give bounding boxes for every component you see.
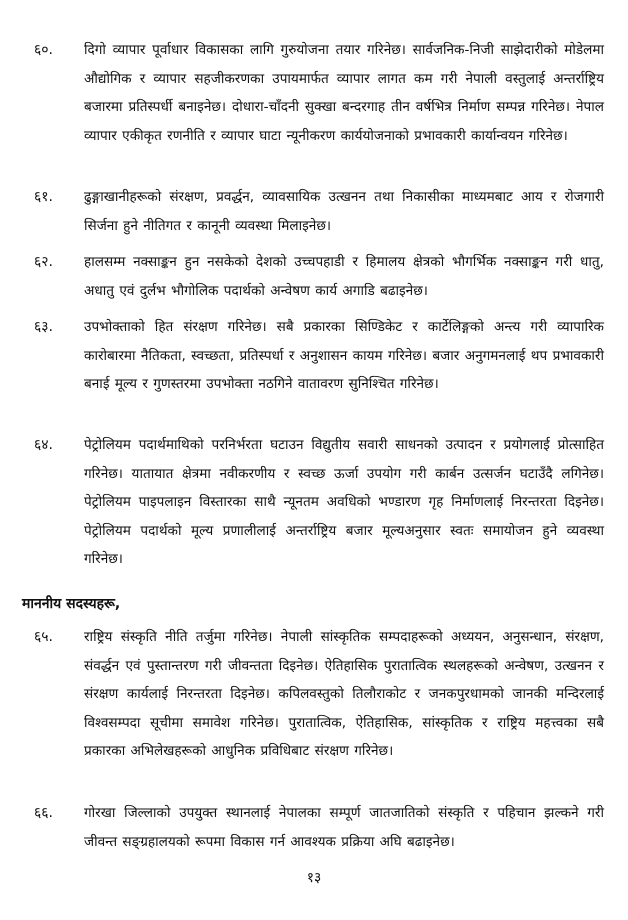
paragraph-60 [34,36,604,150]
paragraph-number: ६२. [34,254,54,270]
paragraph-62 [34,248,604,305]
paragraph-66 [34,799,604,856]
paragraph-text: हालसम्म नक्साङ्कन हुन नसकेको देशको उच्चपहाडी र हिमालय क्षेत्रको भौगर्भिक नक्साङ्कन गरी धातु, अधातु एवं दुर्लभ भौगोलिक पदार्थको अन्वेषण कार्य अगाडि बढाइनेछ। [84,254,604,299]
paragraph-text: ढुङ्गाखानीहरूको संरक्षण, प्रवर्द्धन, व्यावसायिक उत्खनन तथा निकासीका माध्यमबाट आय र रोजगारी सिर्जना हुने नीतिगत र कानूनी व्यवस्था मिलाइनेछ। [84,189,604,234]
paragraph-number: ६५. [34,629,54,645]
paragraph-61 [34,183,604,240]
paragraph-text: उपभोक्ताको हित संरक्षण गरिनेछ। सबै प्रकारका सिण्डिकेट र कार्टेलिङ्गको अन्त्य गरी व्यापारिक कारोबारमा नैतिकता, स्वच्छता, प्रतिस्पर्धा र अनुशासन कायम गरिनेछ। बजार अनुगमनलाई थप प्रभावकारी बनाई मूल्य र गुणस्तरमा उपभोक्ता नठगिने वातावरण सुनिश्चित गरिनेछ। [84,319,604,393]
page-number: १३ [306,870,322,886]
paragraph-text: गोरखा जिल्लाको उपयुक्त स्थानलाई नेपालका सम्पूर्ण जातजातिको संस्कृति र पहिचान झल्कने गरी जीवन्त सङ्ग्रहालयको रूपमा विकास गर्न आवश्यक प्रक्रिया अघि बढाइनेछ। [84,805,604,850]
paragraph-63 [34,313,604,399]
paragraph-text: पेट्रोलियम पदार्थमाथिको परनिर्भरता घटाउन विद्युतीय सवारी साधनको उत्पादन र प्रयोगलाई प्रोत्साहित गरिनेछ। यातायात क्षेत्रमा नवीकरणीय र स्वच्छ ऊर्जा उपयोग गरी कार्बन उत्सर्जन घटाउँदै लगिनेछ। पेट्रोलियम पाइपलाइन विस्तारका साथै न्यूनतम अवधिको भण्डारण गृह निर्माणलाई निरन्तरता दिइनेछ। पेट्रोलियम पदार्थको मूल्य प्रणालीलाई अन्तर्राष्ट्रिय बजार मूल्यअनुसार स्वतः समायोजन हुने व्यवस्था गरिनेछ। [84,437,604,568]
paragraph-number: ६०. [34,42,54,58]
paragraph-number: ६६. [34,805,54,821]
paragraph-64 [34,431,604,574]
paragraph-number: ६१. [34,189,54,205]
paragraph-number: ६३. [34,319,54,335]
paragraph-text: दिगो व्यापार पूर्वाधार विकासका लागि गुरुयोजना तयार गरिनेछ। सार्वजनिक-निजी साझेदारीको मोडेलमा औद्योगिक र व्यापार सहजीकरणका उपायमार्फत व्यापार लागत कम गरी नेपाली वस्तुलाई अन्तर्राष्ट्रिय बजारमा प्रतिस्पर्धी बनाइनेछ। दोधारा-चाँदनी सुक्खा बन्दरगाह तीन वर्षभित्र निर्माण सम्पन्न गरिनेछ। नेपाल व्यापार एकीकृत रणनीति र व्यापार घाटा न्यूनीकरण कार्ययोजनाको प्रभावकारी कार्यान्वयन गरिनेछ। [84,42,604,144]
section-heading: माननीय सदस्यहरू, [22,596,121,612]
paragraph-number: ६४. [34,437,54,453]
paragraph-65 [34,623,604,766]
paragraph-text: राष्ट्रिय संस्कृति नीति तर्जुमा गरिनेछ। नेपाली सांस्कृतिक सम्पदाहरूको अध्ययन, अनुसन्धान, संरक्षण, संवर्द्धन एवं पुस्तान्तरण गरी जीवन्तता दिइनेछ। ऐतिहासिक पुरातात्विक स्थलहरूको अन्वेषण, उत्खनन र संरक्षण कार्यलाई निरन्तरता दिइनेछ। कपिलवस्तुको तिलौराकोट र जनकपुरधामको जानकी मन्दिरलाई विश्वसम्पदा सूचीमा समावेश गरिनेछ। पुरातात्विक, ऐतिहासिक, सांस्कृतिक र राष्ट्रिय महत्त्वका सबै प्रकारका अभिलेखहरूको आधुनिक प्रविधिबाट संरक्षण गरिनेछ। [84,629,604,760]
